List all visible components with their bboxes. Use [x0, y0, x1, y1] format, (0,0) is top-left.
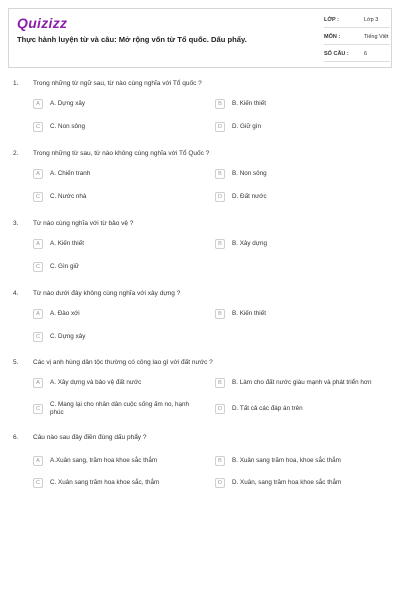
- option-letter-box: B: [215, 99, 225, 109]
- option-text: C. Dựng xây: [50, 333, 86, 340]
- option-letter-box: B: [215, 456, 225, 466]
- option-text: C. Non sông: [50, 123, 86, 130]
- option-letter-box: A: [33, 169, 43, 179]
- quizizz-logo: Quizizz: [17, 15, 68, 31]
- option-letter-box: B: [215, 239, 225, 249]
- option-text: B. Non sông: [232, 170, 267, 177]
- meta-subject: [324, 34, 390, 51]
- option-letter-box: C: [33, 262, 43, 272]
- option-text: A. Kiến thiết: [50, 240, 84, 247]
- question-text: Từ nào dưới đây không cùng nghĩa với xây dựng ?: [33, 290, 181, 297]
- option-text: D. Đất nước: [232, 193, 267, 200]
- meta-subject-value: Tiếng Việt: [364, 34, 389, 40]
- option-text: C. Nước nhà: [50, 193, 87, 200]
- meta-grade-label: LỚP :: [324, 17, 339, 23]
- worksheet-header: [8, 8, 392, 68]
- option-text: D. Giữ gìn: [232, 123, 262, 130]
- meta-panel: [324, 17, 390, 68]
- question-text: Từ nào cùng nghĩa với từ bảo vệ ?: [33, 220, 134, 227]
- option-letter-box: A: [33, 456, 43, 466]
- option-text: A. Chiến tranh: [50, 170, 91, 177]
- option-letter-box: D: [215, 404, 225, 414]
- question-number: 2.: [13, 150, 19, 157]
- question-number: 4.: [13, 290, 19, 297]
- option-letter-box: B: [215, 169, 225, 179]
- option-text: B. Làm cho đất nước giàu mạnh và phát triển hơn: [232, 379, 372, 386]
- option-text: D. Tất cả các đáp án trên: [232, 405, 303, 412]
- option-letter-box: C: [33, 122, 43, 132]
- option-text: A. Xây dựng và bảo vệ đất nước: [50, 379, 142, 386]
- meta-count-label: SỐ CÂU :: [324, 51, 349, 57]
- option-text: B. Kiến thiết: [232, 100, 266, 107]
- meta-divider: [324, 61, 390, 62]
- question-text: Trong những từ ngữ sau, từ nào cùng nghĩa với Tổ quốc ?: [33, 80, 202, 87]
- meta-grade-value: Lớp 3: [364, 17, 379, 23]
- option-letter-box: C: [33, 192, 43, 202]
- question-number: 5.: [13, 359, 19, 366]
- option-letter-box: A: [33, 239, 43, 249]
- meta-count-value: 6: [364, 51, 368, 57]
- option-letter-box: C: [33, 332, 43, 342]
- option-text: A.Xuân sang, trăm hoa khoe sắc thắm: [50, 457, 158, 464]
- option-text: C. Xuân sang trăm hoa khoe sắc, thắm: [50, 479, 160, 486]
- option-text: A. Dựng xây: [50, 100, 86, 107]
- option-letter-box: B: [215, 309, 225, 319]
- option-letter-box: B: [215, 378, 225, 388]
- question-number: 1.: [13, 80, 19, 87]
- option-letter-box: A: [33, 309, 43, 319]
- meta-divider: [324, 44, 390, 45]
- option-letter-box: A: [33, 99, 43, 109]
- option-text: A. Đào xới: [50, 310, 80, 317]
- meta-subject-label: MÔN :: [324, 34, 341, 40]
- option-text: B. Xuân sang trăm hoa, khoe sắc thắm: [232, 457, 341, 464]
- question-number: 6.: [13, 434, 19, 441]
- option-letter-box: D: [215, 478, 225, 488]
- option-letter-box: D: [215, 192, 225, 202]
- meta-count: [324, 51, 390, 68]
- option-letter-box: C: [33, 478, 43, 488]
- option-text: C. Gìn giữ: [50, 263, 80, 270]
- worksheet-title: Thực hành luyện từ và câu: Mở rộng vốn từ Tổ quốc. Dấu phẩy.: [17, 35, 247, 44]
- option-text: B. Kiến thiết: [232, 310, 266, 317]
- option-text: C. Mang lại cho nhân dân cuộc sống ấm no, hạnh phúc: [50, 401, 189, 416]
- meta-divider: [324, 27, 390, 28]
- question-text: Câu nào sau đây điền đúng dấu phẩy ?: [33, 434, 147, 441]
- option-text: D. Xuân, sang trăm hoa khoe sắc thắm: [232, 479, 342, 486]
- option-letter-box: C: [33, 404, 43, 414]
- question-text: Trong những từ sau, từ nào không cùng nghĩa với Tổ Quốc ?: [33, 150, 210, 157]
- meta-grade: [324, 17, 390, 34]
- question-number: 3.: [13, 220, 19, 227]
- option-text: B. Xây dựng: [232, 240, 268, 247]
- option-letter-box: D: [215, 122, 225, 132]
- question-text: Các vị anh hùng dân tộc thường có công lao gì với đất nước ?: [33, 359, 213, 366]
- option-letter-box: A: [33, 378, 43, 388]
